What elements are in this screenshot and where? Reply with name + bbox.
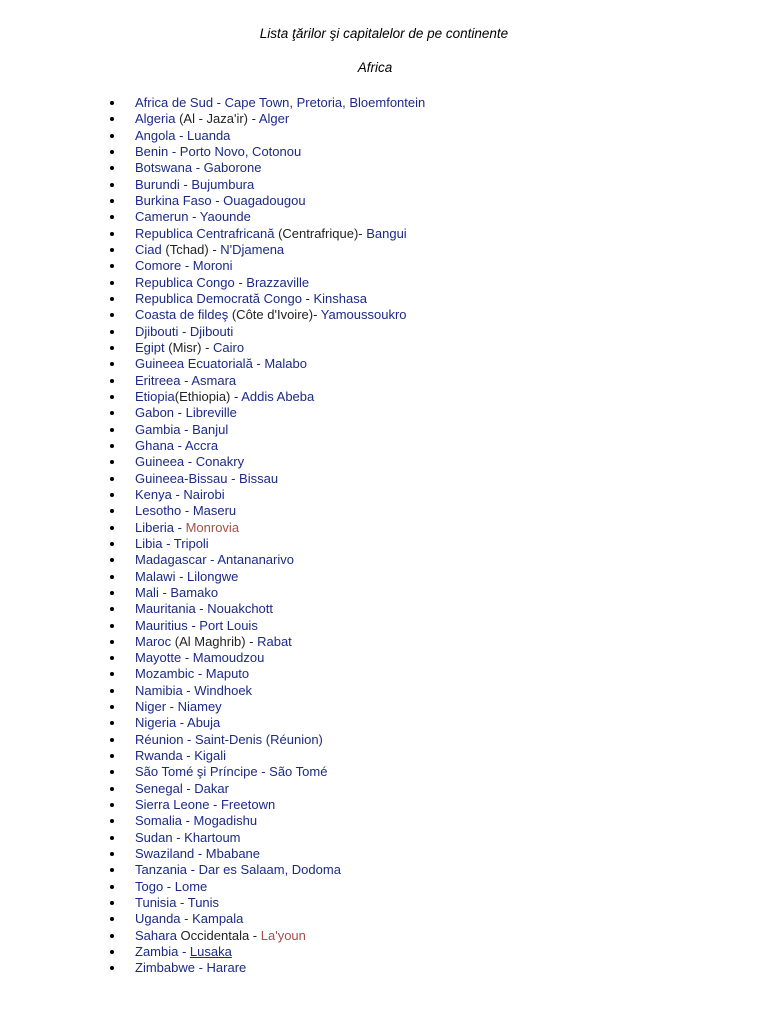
list-item [108,209,425,225]
list-item-text: Mauritania - Nouakchott [135,601,274,617]
bullet-icon [110,411,114,415]
list-item-text: (Ethiopia) - [174,388,242,404]
bullet-icon [110,624,114,628]
list-item-text: Mozambic - Maputo [135,666,250,682]
list-item [108,781,425,797]
bullet-icon [110,754,114,758]
list-item-text: Africa de Sud - Cape Town, Pretoria, Bloemfontein [135,95,426,110]
list-item [108,258,425,274]
list-item-text: Addis Abeba [241,388,315,404]
bullet-icon [110,101,114,105]
list-item [108,585,425,601]
bullet-icon [110,607,114,611]
bullet-icon [110,868,114,872]
list-item [108,95,425,111]
list-item [108,405,425,421]
list-item [108,291,425,307]
list-item-text: Camerun - Yaounde [135,209,251,225]
bullet-icon [110,379,114,383]
list-item [108,911,425,927]
list-item [108,503,425,519]
list-item [108,699,425,715]
list-item [108,683,425,699]
list-item-text: Niger - Niamey [135,699,222,715]
list-item-text: Comore - Moroni [135,258,233,274]
list-item-text: Sudan - Khartoum [135,829,241,845]
list-item [108,454,425,470]
list-item [108,666,425,682]
list-item [108,650,425,666]
list-item [108,193,425,209]
list-item-text: Djibouti - Djibouti [135,323,234,339]
list-item [108,846,425,862]
bullet-icon [110,672,114,676]
list-item-text: Maroc [135,633,172,649]
list-item-text: Algeria [135,111,176,127]
list-item-text: Kenya - Nairobi [135,486,225,502]
list-item [108,389,425,405]
bullet-icon [110,166,114,170]
bullet-icon [110,934,114,938]
bullet-icon [110,542,114,546]
bullet-icon [110,966,114,970]
bullet-icon [110,477,114,481]
list-item-text: Ciad [135,241,162,257]
list-item-text: Togo - Lome [135,878,208,894]
list-item-text: Madagascar - Antananarivo [135,552,294,568]
list-item-text: Swaziland - Mbabane [135,846,261,862]
list-item-text: São Tomé şi Príncipe - São Tomé [135,764,328,780]
list-item-text: Lesotho - Maseru [135,503,237,519]
bullet-icon [110,803,114,807]
list-item-text: Kinshasa [313,290,367,306]
list-item-text: La'youn [260,927,306,943]
bullet-icon [110,689,114,693]
list-item-text: Liberia - [135,519,186,535]
list-item-text: Tunisia - Tunis [135,895,220,911]
list-item [108,340,425,356]
list-item-text: (Misr) - [164,339,214,355]
bullet-icon [110,558,114,562]
list-item-text: Etiopia [135,388,175,404]
list-item [108,226,425,242]
bullet-icon [110,297,114,301]
list-item-text: Somalia - Mogadishu [135,813,258,829]
bullet-icon [110,885,114,889]
list-item-text: Burundi - Bujumbura [135,176,255,192]
list-item [108,715,425,731]
bullet-icon [110,215,114,219]
bullet-icon [110,640,114,644]
capital-link[interactable]: Lusaka [189,944,232,960]
list-item-text: Republica Democrată Congo [135,290,302,306]
list-item-text: Bangui [366,225,407,241]
list-item [108,895,425,911]
list-item-text: (Tchad) - [161,241,221,257]
list-item-text: Sierra Leone - Freetown [135,797,276,813]
list-item-text: (Centrafrique)- [274,225,367,241]
list-item [108,748,425,764]
list-item [108,307,425,323]
list-item [108,960,425,976]
list-item [108,471,425,487]
list-item-text: (Al Maghrib) - [171,633,258,649]
list-item-text: Gabon - Libreville [135,405,237,421]
section-heading: Africa [357,60,393,75]
bullet-icon [110,852,114,856]
list-item-text: Coasta de fildeş [135,307,229,323]
list-item-text: Malawi - Lilongwe [135,568,239,584]
list-item [108,373,425,389]
list-item [108,879,425,895]
bullet-icon [110,183,114,187]
bullet-icon [110,591,114,595]
bullet-icon [110,460,114,464]
list-item-text: Cairo [213,339,245,355]
list-item-text: Burkina Faso - Ouagadougou [135,192,306,208]
bullet-icon [110,232,114,236]
list-item [108,944,425,960]
list-item-text: - [301,290,314,306]
list-item [108,797,425,813]
list-item-text: Gambia - Banjul [135,421,229,437]
list-item-text: Zimbabwe - Harare [135,960,247,976]
list-item [108,144,425,160]
bullet-icon [110,575,114,579]
list-item [108,111,425,127]
bullet-icon [110,787,114,791]
list-item-text: Zambia - [135,944,190,960]
list-item [108,242,425,258]
list-item-text: Uganda - Kampala [135,911,244,927]
list-item-text: Rabat [257,633,292,649]
list-item-text: Tanzania - Dar es Salaam, Dodoma [135,862,341,878]
list-item-text: Namibia - Windhoek [135,682,253,698]
bullet-icon [110,738,114,742]
list-item-text: (Al - Jaza'ir) - [175,111,259,127]
bullet-icon [110,721,114,725]
list-item [108,356,425,372]
list-item [108,813,425,829]
bullet-icon [110,346,114,350]
bullet-icon [110,362,114,366]
bullet-icon [110,395,114,399]
list-item-text: Occidentala - [176,927,261,943]
list-item [108,160,425,176]
list-item-text: Republica Congo - Brazzaville [135,274,310,290]
list-item-text: Guineea - Conakry [135,454,245,470]
list-item-text: Guineea Ecuatorială - Malabo [135,356,307,372]
bullet-icon [110,917,114,921]
list-item-text: Benin - Porto Novo, Cotonou [135,143,302,159]
list-item-text: Eritreea - Asmara [135,372,237,388]
bullet-icon [110,901,114,905]
list-item [108,569,425,585]
bullet-icon [110,705,114,709]
list-item-text: Rwanda - Kigali [135,748,227,764]
list-item [108,177,425,193]
list-item [108,732,425,748]
list-item-text: Libia - Tripoli [135,535,209,551]
list-item [108,618,425,634]
bullet-icon [110,656,114,660]
list-item-text: Monrovia [185,519,240,535]
list-item [108,487,425,503]
bullet-icon [110,150,114,154]
list-item-text: Mauritius - Port Louis [135,617,258,633]
list-item [108,438,425,454]
list-item-text: Senegal - Dakar [135,780,229,796]
list-item [108,422,425,438]
list-item-text: Egipt [135,339,165,355]
list-item-text: Ghana - Accra [135,437,219,453]
list-item-text: Réunion - Saint-Denis (Réunion) [135,731,323,747]
bullet-icon [110,313,114,317]
list-item [108,830,425,846]
bullet-icon [110,428,114,432]
list-item [108,601,425,617]
list-item-text: Mayotte - Mamoudzou [135,650,265,666]
list-item [108,275,425,291]
list-item [108,552,425,568]
bullet-icon [110,199,114,203]
list-item-text: Botswana - Gaborone [135,160,262,176]
list-item-text: Mali - Bamako [135,584,219,600]
bullet-icon [110,836,114,840]
list-item-text: Alger [258,111,290,127]
list-item [108,128,425,144]
bullet-icon [110,330,114,334]
bullet-icon [110,281,114,285]
bullet-icon [110,493,114,497]
bullet-icon [110,134,114,138]
bullet-icon [110,509,114,513]
list-item-text: N'Djamena [220,241,285,257]
list-item-text: Nigeria - Abuja [135,715,221,731]
list-item-text: Republica Centrafricană [135,225,275,241]
list-item [108,520,425,536]
list-item-text: Guineea-Bissau - Bissau [135,470,279,486]
list-item [108,324,425,340]
bullet-icon [110,264,114,268]
list-item-text: Yamoussoukro [320,307,407,323]
bullet-icon [110,526,114,530]
list-item-text: Angola - Luanda [135,127,231,143]
bullet-icon [110,819,114,823]
page-title: Lista ţărilor şi capitalelor de pe continente [259,26,509,41]
list-item [108,634,425,650]
list-item-text: (Côte d'Ivoire)- [228,307,321,323]
list-item [108,928,425,944]
list-item-text: Sahara [135,927,177,943]
bullet-icon [110,770,114,774]
bullet-icon [110,117,114,121]
list-item [108,536,425,552]
bullet-icon [110,444,114,448]
bullet-icon [110,248,114,252]
list-item [108,862,425,878]
bullet-icon [110,950,114,954]
country-capital-list [108,95,425,977]
list-item [108,764,425,780]
